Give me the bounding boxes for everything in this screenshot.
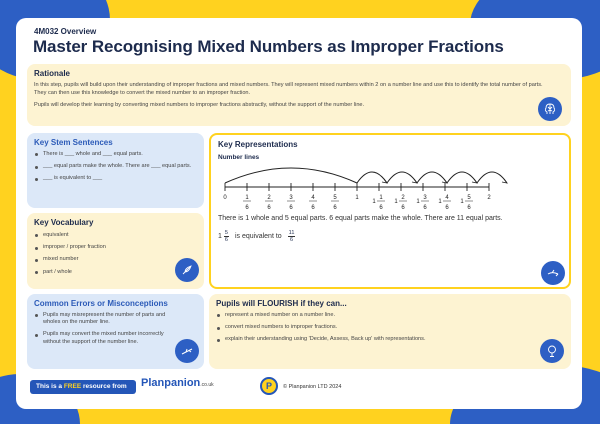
brand-logo[interactable]: Planpanion.co.uk [141, 377, 214, 389]
tick-label: 5 [333, 195, 337, 201]
tick-label: 5 [467, 195, 471, 201]
copyright-text: © Planpanion LTD 2024 [283, 384, 342, 390]
errors-panel [27, 294, 204, 369]
tick-label: 1 [394, 199, 398, 205]
jump-arc [357, 172, 387, 183]
tick-label: 1 [460, 199, 464, 205]
equiv-whole: 1 [218, 233, 222, 240]
flourish-list [216, 312, 516, 349]
tick-label: 6 [267, 205, 271, 211]
list-item: ___ equal parts make the whole. There are ___ equal parts. [34, 163, 199, 170]
tick-label: 6 [333, 205, 337, 211]
tree-icon [540, 339, 564, 363]
representations-panel [209, 133, 571, 289]
tick-label: 2 [487, 195, 491, 201]
arrowhead [502, 179, 507, 183]
stem-heading: Key Stem Sentences [34, 138, 113, 147]
tick-label: 4 [445, 195, 449, 201]
tick-label: 2 [401, 195, 405, 201]
tick-label: 6 [289, 205, 293, 211]
errors-heading: Common Errors or Misconceptions [34, 299, 168, 308]
tick-label: 6 [245, 205, 249, 211]
free-label: FREE [63, 383, 82, 390]
tick-label: 1 [416, 199, 420, 205]
vocab-panel [27, 213, 204, 289]
list-item: mixed number [34, 256, 174, 263]
arrowhead [382, 179, 387, 183]
errors-list [34, 312, 174, 351]
jump-arc [447, 172, 477, 183]
arrowhead [412, 179, 417, 183]
arrowhead [442, 179, 447, 183]
list-item: improper / proper fraction [34, 244, 174, 251]
tick-label: 3 [289, 195, 293, 201]
arrowhead [472, 179, 477, 183]
tick-label: 6 [401, 205, 405, 211]
stem-panel [27, 133, 204, 208]
vocab-heading: Key Vocabulary [34, 218, 94, 227]
jump-arc [477, 172, 507, 183]
improper-fraction: $\frac{11}{6}$ [288, 230, 295, 243]
representations-heading: Key Representations [218, 140, 298, 149]
feather-icon [175, 258, 199, 282]
tick-label: 1 [438, 199, 442, 205]
representation-sentence: There is 1 whole and 5 equal parts. 6 equal parts make the whole. There are 11 equal parts. [218, 215, 503, 222]
equiv-text: is equivalent to [234, 233, 282, 240]
tick-label: 6 [379, 205, 383, 211]
list-item: There is ___ whole and ___ equal parts. [34, 151, 199, 158]
tick-label: 6 [445, 205, 449, 211]
tick-label: 6 [467, 205, 471, 211]
tick-label: 2 [267, 195, 271, 201]
equiv-fraction: $\frac{5}{6}$ [224, 230, 228, 243]
list-item: convert mixed numbers to improper fractions. [216, 324, 516, 331]
vocab-list [34, 232, 174, 281]
list-item: equivalent [34, 232, 174, 239]
rationale-panel [27, 64, 571, 126]
page-title: Master Recognising Mixed Numbers as Improper Fractions [33, 37, 504, 56]
number-line-label: Number lines [218, 154, 260, 161]
brain-icon [538, 97, 562, 121]
list-item: ___ is equivalent to ___ [34, 175, 199, 182]
branch-icon [175, 339, 199, 363]
rationale-heading: Rationale [34, 69, 71, 78]
bird-icon [541, 261, 565, 285]
tick-label: 1 [379, 195, 383, 201]
list-item: Pupils may convert the mixed number incorrectly without the support of the number line. [34, 331, 174, 345]
tick-label: 4 [311, 195, 315, 201]
jump-arc [387, 172, 417, 183]
list-item: explain their understanding using 'Decide, Assess, Back up' with representations. [216, 336, 516, 343]
stem-list [34, 151, 199, 188]
flourish-heading: Pupils will FLOURISH if they can... [216, 299, 347, 308]
equivalence-statement [218, 230, 295, 243]
tick-label: 6 [311, 205, 315, 211]
list-item: Pupils may misrepresent the number of parts and wholes on the number line. [34, 312, 174, 326]
planpanion-logo-icon: P [260, 377, 278, 395]
tick-label: 1 [245, 195, 249, 201]
tick-label: 6 [423, 205, 427, 211]
jump-arc [225, 168, 357, 183]
list-item: represent a mixed number on a number line. [216, 312, 516, 319]
tick-label: 1 [355, 195, 359, 201]
tick-label: 3 [423, 195, 427, 201]
list-item: part / whole [34, 269, 174, 276]
rationale-paragraph: Pupils will develop their learning by converting mixed numbers to improper fractions abstractly, without the support of the number line. [34, 102, 365, 108]
free-resource-tag: This is a FREE resource from [30, 380, 136, 394]
tick-label: 0 [223, 195, 227, 201]
jump-arc [417, 172, 447, 183]
tick-label: 1 [372, 199, 376, 205]
lesson-code: 4M032 Overview [34, 27, 97, 36]
flourish-panel [209, 294, 571, 369]
rationale-paragraph: In this step, pupils will build upon their understanding of improper fractions and mixed numbers. They will represent mixed numbers within 2 on a number line and use this to identify the total number of parts. They can then use this knowledge to convert the mixed number to an improper fraction. [34, 82, 543, 96]
